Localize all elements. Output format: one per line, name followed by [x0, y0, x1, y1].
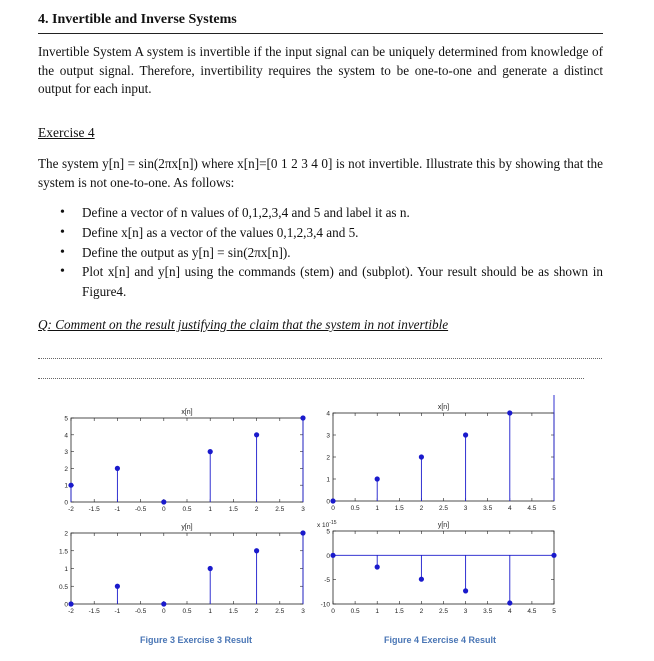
- x-tick-label: 0: [161, 608, 166, 615]
- step-item: • Define the output as y[n] = sin(2πx[n]).: [60, 243, 603, 263]
- stem-marker: [463, 432, 468, 437]
- stem-marker: [68, 483, 73, 488]
- x-tick-label: 1: [208, 506, 213, 513]
- x-tick-label: 2: [419, 608, 424, 615]
- stem-marker: [208, 566, 213, 571]
- axes-box: [71, 418, 303, 502]
- x-tick-label: 3: [463, 608, 468, 615]
- step-item: • Define x[n] as a vector of the values 0,1,2,3,4 and 5.: [60, 223, 603, 243]
- stem-marker: [161, 499, 166, 504]
- stem-subplot-4: [317, 520, 557, 615]
- y-tick-label: 4: [64, 432, 68, 440]
- figures-canvas: [0, 395, 654, 625]
- x-tick-label: -0.5: [134, 608, 147, 615]
- x-tick-label: 4: [507, 505, 512, 512]
- exercise-paragraph: The system y[n] = sin(2πx[n]) where x[n]=[0 1 2 3 4 0] is not invertible. Illustrate this by showing that the system is not one-to-one. As follows:: [38, 156, 603, 190]
- x-tick-label: 2: [254, 608, 259, 615]
- x-tick-label: 2: [419, 505, 424, 512]
- subplot-title: y[n]: [181, 524, 193, 531]
- stem-marker: [463, 588, 468, 593]
- y-tick-label: 5: [64, 415, 68, 423]
- x-tick-label: 1.5: [394, 505, 404, 512]
- x-tick-label: 0: [161, 506, 166, 513]
- stem-marker: [507, 410, 512, 415]
- stem-marker: [375, 476, 380, 481]
- stem-subplot-3: [326, 395, 556, 512]
- x-tick-label: 5: [552, 505, 556, 512]
- stem-marker: [115, 466, 120, 471]
- y-tick-label: 0: [326, 498, 330, 506]
- question-prompt: Q: Comment on the result justifying the claim that the system in not invertible: [38, 317, 449, 332]
- x-tick-label: 3: [463, 505, 468, 512]
- stem-marker: [300, 415, 305, 420]
- y-tick-label: -5: [324, 577, 330, 585]
- x-tick-label: 5: [552, 608, 556, 615]
- x-tick-label: 3.5: [483, 608, 493, 615]
- x-tick-label: -1.5: [88, 608, 100, 615]
- x-tick-label: 0: [331, 505, 335, 512]
- axes-box: [71, 533, 303, 604]
- x-tick-label: -1: [114, 506, 121, 513]
- x-tick-label: 2: [254, 506, 259, 513]
- x-tick-label: 1: [208, 608, 213, 615]
- x-tick-label: 0: [331, 608, 335, 615]
- answer-line-1[interactable]: [38, 358, 602, 359]
- exercise-title: Exercise 4: [38, 125, 95, 140]
- x-tick-label: 2.5: [275, 608, 285, 615]
- x-tick-label: -2: [68, 506, 74, 513]
- step-item: • Define a vector of n values of 0,1,2,3,4 and 5 and label it as n.: [60, 203, 603, 223]
- axes-box: [333, 531, 554, 604]
- y-tick-label: 0: [326, 552, 330, 560]
- stem-marker: [254, 432, 259, 437]
- x-tick-label: 2.5: [275, 506, 285, 513]
- x-tick-label: 1: [375, 608, 380, 615]
- figure3-caption: Figure 3 Exercise 3 Result: [140, 635, 253, 645]
- stem-marker: [330, 553, 335, 558]
- stem-subplot-1: [64, 409, 305, 513]
- x-tick-label: -1.5: [88, 506, 100, 513]
- x-tick-label: 2.5: [438, 608, 449, 615]
- x-tick-label: 1: [375, 505, 380, 512]
- y-tick-label: 4: [326, 410, 330, 418]
- x-tick-label: 1.5: [228, 608, 238, 615]
- subplot-title: x[n]: [181, 409, 193, 416]
- y-tick-label: 1: [326, 476, 330, 484]
- stem-marker: [419, 577, 424, 582]
- y-tick-label: 2: [326, 454, 330, 462]
- y-tick-label: 0: [64, 601, 68, 609]
- step-item: • Plot x[n] and y[n] using the commands (stem) and (subplot). Your result should be as shown in Figure4.: [60, 262, 603, 302]
- section-title: 4. Invertible and Inverse Systems: [38, 12, 237, 27]
- answer-line-2[interactable]: [38, 378, 584, 379]
- stem-marker: [375, 564, 380, 569]
- y-tick-label: 5: [326, 528, 330, 536]
- stem-marker: [68, 601, 73, 606]
- x-tick-label: 0.5: [182, 608, 192, 615]
- subplot-title: y[n]: [437, 522, 450, 529]
- stem-marker: [300, 530, 305, 535]
- x-tick-label: 1.5: [228, 506, 238, 513]
- stem-marker: [507, 600, 512, 605]
- y-tick-label: 2: [64, 530, 68, 538]
- x-tick-label: 3: [301, 506, 305, 513]
- steps-list: [60, 203, 603, 302]
- stem-marker: [419, 454, 424, 459]
- axes-box: [333, 413, 554, 501]
- y-tick-label: 1: [64, 482, 68, 490]
- stem-marker: [208, 449, 213, 454]
- title-underline: [38, 33, 603, 34]
- stem-marker: [161, 601, 166, 606]
- y-tick-label: 1.5: [58, 548, 68, 556]
- x-tick-label: 3.5: [483, 505, 493, 512]
- x-tick-label: 0.5: [350, 505, 360, 512]
- x-tick-label: 0.5: [350, 608, 360, 615]
- x-tick-label: -1: [114, 608, 121, 615]
- figure4-caption: Figure 4 Exercise 4 Result: [384, 635, 497, 645]
- stem-marker: [254, 548, 259, 553]
- x-tick-label: 0.5: [182, 506, 192, 513]
- y-tick-label: 1: [64, 566, 68, 573]
- y-scale-label: x $10^{-15}$: [317, 520, 337, 529]
- y-tick-label: 0: [64, 499, 68, 507]
- stem-marker: [115, 584, 120, 589]
- y-tick-label: 3: [64, 449, 68, 457]
- stem-marker: [551, 553, 556, 558]
- y-tick-label: 3: [326, 432, 330, 440]
- subplot-title: x[n]: [437, 404, 450, 411]
- intro-paragraph: Invertible System A system is invertible if the input signal can be uniquely determined from knowledge of the output signal. Therefore, invertibility requires the system to be one-to-one and generate a distinct output for each input.: [38, 44, 603, 96]
- stem-marker: [330, 498, 335, 503]
- y-tick-label: 2: [64, 465, 68, 473]
- y-tick-label: -10: [320, 601, 330, 609]
- x-tick-label: -0.5: [134, 506, 147, 513]
- x-tick-label: 3: [301, 608, 305, 615]
- y-tick-label: 0.5: [58, 583, 68, 591]
- x-tick-label: 2.5: [438, 505, 449, 512]
- x-tick-label: 4.5: [527, 608, 537, 615]
- x-tick-label: 4: [507, 608, 512, 615]
- stem-subplot-2: [59, 524, 306, 615]
- x-tick-label: 4.5: [527, 505, 537, 512]
- x-tick-label: 1.5: [394, 608, 404, 615]
- x-tick-label: -2: [68, 608, 74, 615]
